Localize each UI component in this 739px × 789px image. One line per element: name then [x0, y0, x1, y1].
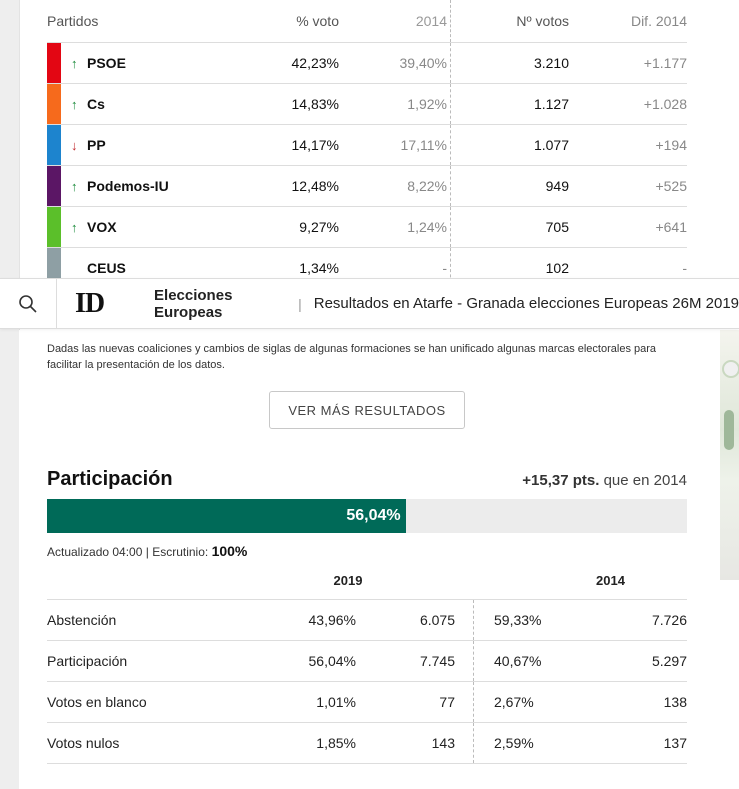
- table-row: [47, 682, 687, 723]
- prev-pct: 39,40%: [339, 43, 451, 83]
- party-color-swatch: [47, 125, 61, 165]
- pct-2014: 59,33%: [494, 612, 542, 628]
- sticky-nav: [0, 278, 739, 329]
- pct-2014: 2,59%: [494, 735, 534, 751]
- search-button[interactable]: [0, 279, 57, 328]
- pct-2019: 43,96%: [308, 612, 356, 628]
- prev-pct: 1,92%: [339, 84, 451, 124]
- pct-2014: 2,67%: [494, 694, 534, 710]
- table-row: [47, 84, 687, 125]
- more-results-button[interactable]: VER MÁS RESULTADOS: [269, 391, 465, 429]
- left-gutter: [0, 0, 19, 789]
- trend-up-icon: ↑: [71, 178, 78, 194]
- party-name: CEUS: [87, 260, 126, 276]
- vote-count: 1.077: [533, 137, 569, 153]
- vote-pct: 1,34%: [299, 260, 339, 276]
- party-cell: [47, 43, 227, 83]
- count-2019: 7.745: [356, 641, 474, 681]
- trend-down-icon: ↓: [71, 137, 78, 153]
- row-label: Votos en blanco: [47, 694, 147, 710]
- table-row: [47, 125, 687, 166]
- table-row: [47, 723, 687, 764]
- year-2014-header: 2014: [596, 573, 625, 588]
- party-color-swatch: [47, 207, 61, 247]
- vote-diff: +194: [655, 137, 687, 153]
- nav-separator: |: [298, 295, 302, 312]
- row-label: Abstención: [47, 612, 117, 628]
- scrutiny-value: 100%: [211, 543, 248, 559]
- vote-count: 102: [545, 260, 569, 276]
- count-2014: 137: [663, 735, 687, 751]
- header-pct: % voto: [296, 13, 339, 29]
- party-name: PP: [87, 137, 106, 153]
- table-row: [47, 43, 687, 84]
- vote-pct: 14,17%: [291, 137, 339, 153]
- trend-up-icon: ↑: [71, 55, 78, 71]
- trend-up-icon: ↑: [71, 96, 78, 112]
- prev-pct: 8,22%: [339, 166, 451, 206]
- count-2014: 5.297: [651, 653, 687, 669]
- search-icon: [18, 294, 38, 314]
- table-row: [47, 207, 687, 248]
- site-logo[interactable]: ID: [75, 287, 105, 319]
- delta-value: +15,37 pts.: [522, 472, 600, 489]
- table-row: [47, 600, 687, 641]
- count-2019: 143: [356, 723, 474, 763]
- vote-pct: 42,23%: [291, 55, 339, 71]
- count-2019: 77: [356, 682, 474, 722]
- trend-up-icon: ↑: [71, 219, 78, 235]
- vote-count: 949: [545, 178, 569, 194]
- results-table: [47, 0, 687, 289]
- header-party: Partidos: [47, 13, 99, 29]
- prev-pct: 17,11%: [339, 125, 451, 165]
- party-name: PSOE: [87, 55, 126, 71]
- party-color-swatch: [47, 43, 61, 83]
- vote-diff: +1.028: [643, 96, 687, 112]
- table-row: [47, 641, 687, 682]
- participation-title: Participación: [47, 468, 173, 490]
- row-label: Votos nulos: [47, 735, 120, 751]
- party-color-swatch: [47, 84, 61, 124]
- table-row: [47, 166, 687, 207]
- vote-count: 705: [545, 219, 569, 235]
- count-2019: 6.075: [356, 600, 474, 640]
- party-cell: [47, 207, 227, 247]
- nav-breadcrumb: Resultados en Atarfe - Granada elecciones Europeas 26M 2019: [313, 295, 739, 312]
- vote-diff: +1.177: [643, 55, 687, 71]
- party-cell: [47, 166, 227, 206]
- party-color-swatch: [47, 166, 61, 206]
- header-prev: 2014: [339, 0, 451, 42]
- vote-diff: +641: [655, 219, 687, 235]
- delta-text: que en 2014: [603, 472, 687, 489]
- data-note: Dadas las nuevas coaliciones y cambios de siglas de algunas formaciones se han unificado algunas marcas electorales para facilitar la presentación de los datos.: [47, 343, 657, 371]
- prev-pct: 1,24%: [339, 207, 451, 247]
- participation-bar: [47, 499, 687, 533]
- nav-section-link[interactable]: Elecciones Europeas: [154, 286, 233, 321]
- participation-bar-fill: [47, 499, 406, 533]
- participation-delta: [522, 472, 687, 489]
- count-2014: 138: [663, 694, 687, 710]
- prev-pct: -: [339, 248, 451, 288]
- vote-pct: 9,27%: [299, 219, 339, 235]
- pct-2019: 56,04%: [308, 653, 356, 669]
- vote-diff: -: [682, 260, 687, 276]
- party-cell: [47, 84, 227, 124]
- vote-diff: +525: [655, 178, 687, 194]
- updated-label: Actualizado 04:00 | Escrutinio:: [47, 545, 209, 559]
- row-label: Participación: [47, 653, 128, 669]
- party-name: VOX: [87, 219, 117, 235]
- year-2019-header: 2019: [333, 573, 363, 588]
- participation-bar-label: 56,04%: [346, 507, 401, 524]
- pct-2019: 1,01%: [316, 694, 356, 710]
- results-header: [47, 0, 687, 43]
- side-ad-image: [720, 330, 739, 580]
- updated-info: [47, 543, 247, 559]
- header-dif: Dif. 2014: [630, 13, 687, 29]
- header-votes: Nº votos: [516, 13, 569, 29]
- count-2014: 7.726: [651, 612, 687, 628]
- pct-2019: 1,85%: [316, 735, 356, 751]
- vote-count: 3.210: [533, 55, 569, 71]
- pct-2014: 40,67%: [494, 653, 542, 669]
- vote-count: 1.127: [533, 96, 569, 112]
- participation-header: [47, 562, 687, 600]
- participation-table: [47, 562, 687, 764]
- vote-pct: 12,48%: [291, 178, 339, 194]
- party-name: Cs: [87, 96, 105, 112]
- party-name: Podemos-IU: [87, 178, 169, 194]
- party-cell: [47, 125, 227, 165]
- vote-pct: 14,83%: [291, 96, 339, 112]
